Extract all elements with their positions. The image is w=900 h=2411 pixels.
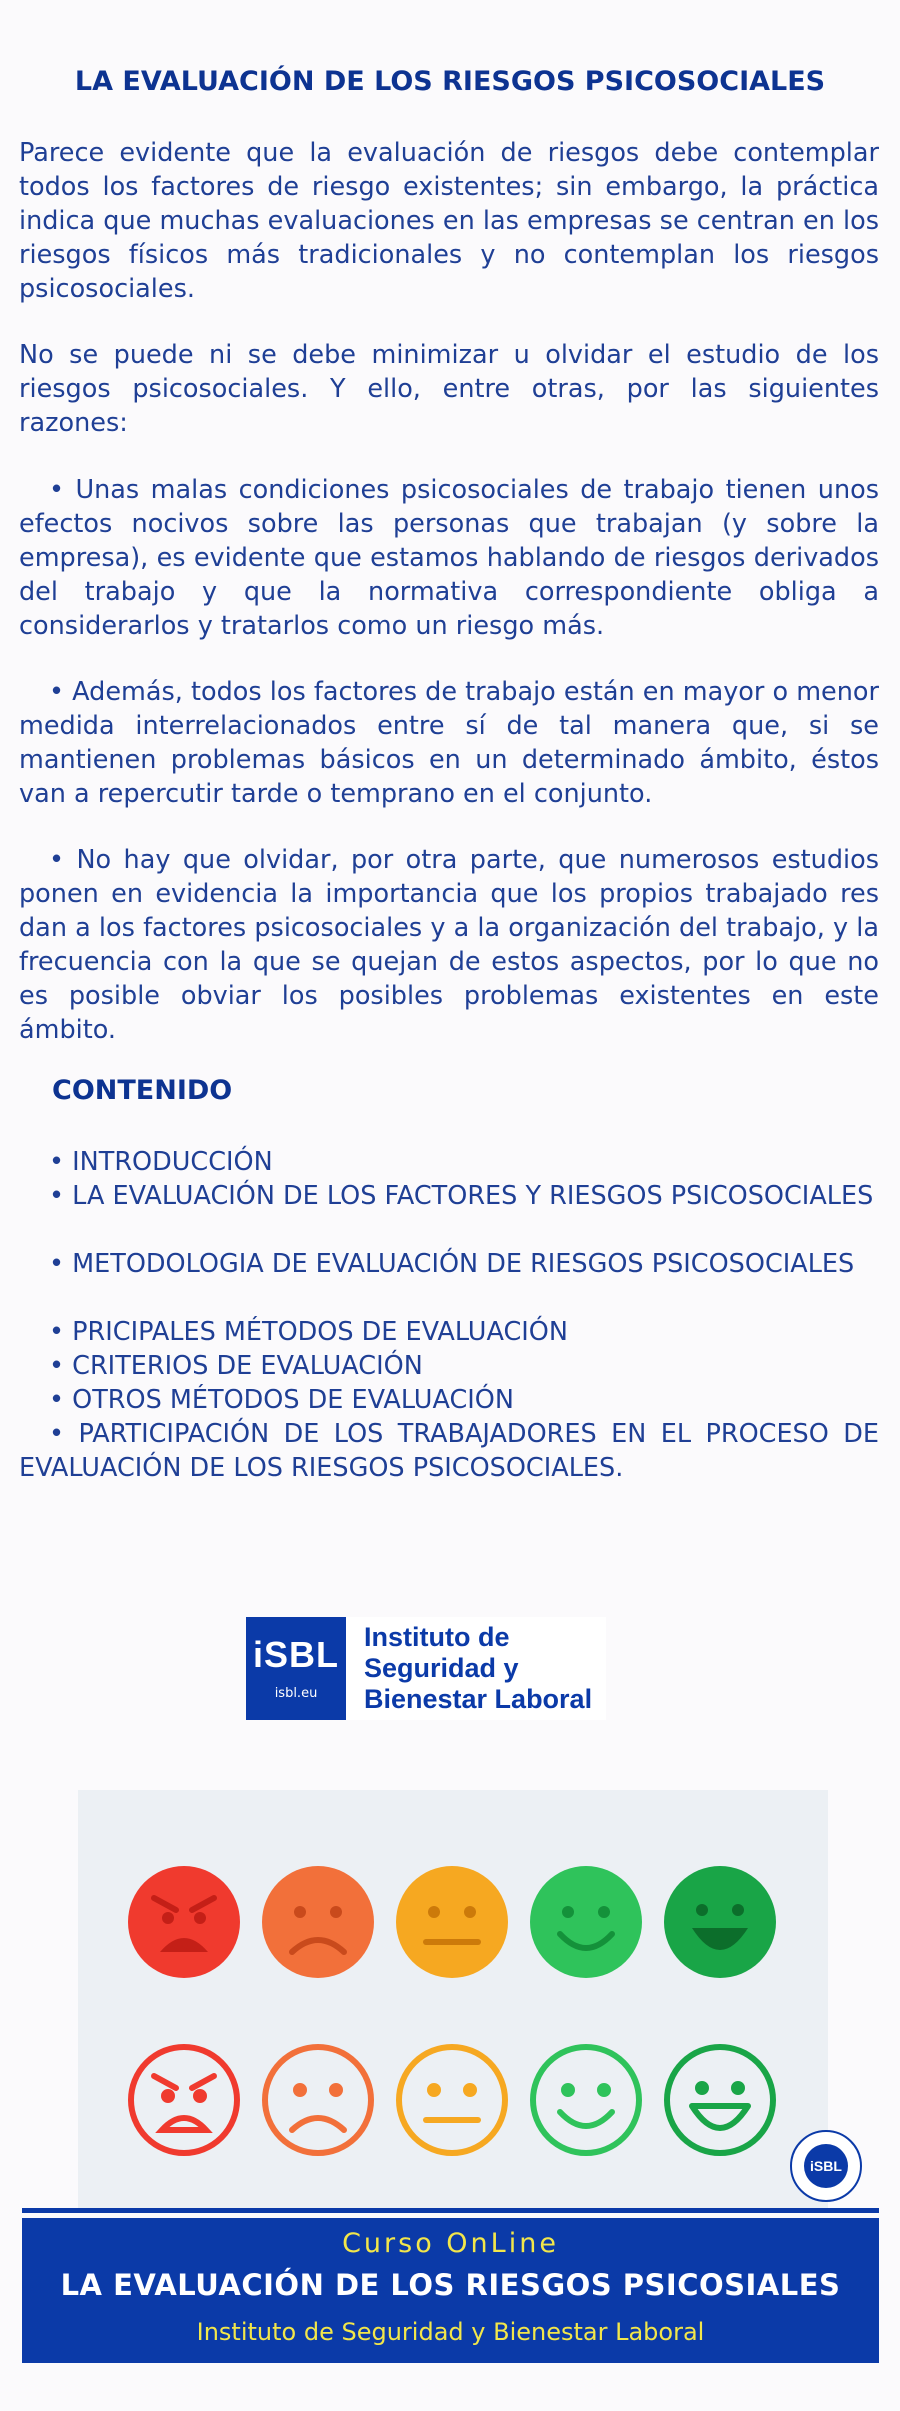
logo-wordmark — [364, 1622, 592, 1715]
smile-face-filled-icon — [530, 1866, 642, 1978]
banner-course-type: Curso OnLine — [342, 2228, 559, 2259]
logo-line: Instituto de — [364, 1622, 510, 1652]
logo-badge — [246, 1617, 346, 1720]
logo-website: isbl.eu — [274, 1686, 318, 1701]
logo-brand: iSBL — [252, 1634, 339, 1675]
angry-face-filled-icon — [128, 1866, 240, 1978]
toc-item: • PRICIPALES MÉTODOS DE EVALUACIÓN — [49, 1317, 568, 1347]
toc-item: • INTRODUCCIÓN — [49, 1147, 273, 1177]
toc-item: • CRITERIOS DE EVALUACIÓN — [49, 1351, 423, 1381]
isbl-logo — [246, 1617, 606, 1720]
neutral-face-filled-icon — [396, 1866, 508, 1978]
intro-paragraph-1: Parece evidente que la evaluación de riesgos debe contemplar todos los factores de riesgo existentes; sin embargo, la práctica indica que muchas evaluaciones en las empresas se centran en los riesgos físicos más tradicionales y no contemplan los riesgos psicosociales. — [19, 138, 879, 304]
faces-svg — [78, 1790, 828, 2208]
neutral-face-outline-icon — [399, 2047, 505, 2153]
toc-item: • METODOLOGIA DE EVALUACIÓN DE RIESGOS PSICOSOCIALES — [49, 1249, 855, 1279]
reason-item: • No hay que olvidar, por otra parte, que numerosos estudios ponen en evidencia la importancia que los propios trabajado res dan a los factores psicosociales y a la organización del trabajo, y la frecuencia con la que se quejan de estos aspectos, por lo que no es posible obviar los posibles problemas existentes en este ámbito. — [19, 845, 879, 1045]
banner-institution: Instituto de Seguridad y Bienestar Laboral — [196, 2318, 705, 2346]
course-banner — [22, 2218, 879, 2363]
toc-item: • PARTICIPACIÓN DE LOS TRABAJADORES EN EL PROCESO DE EVALUACIÓN DE LOS RIESGOS PSICOSOCIALES. — [19, 1419, 879, 1483]
emotion-faces-illustration — [78, 1790, 828, 2208]
intro-paragraph-2: No se puede ni se debe minimizar u olvidar el estudio de los riesgos psicosociales. Y ello, entre otras, por las siguientes razones: — [19, 340, 879, 438]
reason-item: • Además, todos los factores de trabajo están en mayor o menor medida interrelacionados entre sí de tal manera que, si se mantienen problemas básicos en un determinado ámbito, éstos van a repercutir tarde o temprano en el conjunto. — [19, 677, 879, 809]
happy-face-outline-icon — [667, 2047, 773, 2153]
isbl-seal-icon — [790, 2130, 862, 2202]
sad-face-outline-icon — [265, 2047, 371, 2153]
happy-face-filled-icon — [664, 1866, 776, 1978]
contents-heading: CONTENIDO — [52, 1075, 233, 1106]
smile-face-outline-icon — [533, 2047, 639, 2153]
toc-item: • OTROS MÉTODOS DE EVALUACIÓN — [49, 1385, 514, 1415]
logo-line: Bienestar Laboral — [364, 1684, 593, 1714]
sad-face-filled-icon — [262, 1866, 374, 1978]
angry-face-outline-icon — [131, 2047, 237, 2153]
banner-divider — [22, 2208, 879, 2213]
toc-item: • LA EVALUACIÓN DE LOS FACTORES Y RIESGOS PSICOSOCIALES — [49, 1181, 874, 1211]
seal-brand: iSBL — [804, 2144, 848, 2188]
logo-line: Seguridad y — [364, 1653, 519, 1683]
page-title: LA EVALUACIÓN DE LOS RIESGOS PSICOSOCIALES — [74, 66, 826, 97]
banner-course-title: LA EVALUACIÓN DE LOS RIESGOS PSICOSIALES — [60, 2268, 841, 2302]
reason-item: • Unas malas condiciones psicosociales de trabajo tienen unos efectos nocivos sobre las personas que trabajan (y sobre la empresa), es evidente que estamos hablando de riesgos derivados del trabajo y que la normativa correspondiente obliga a considerarlos y tratarlos como un riesgo más. — [19, 475, 879, 641]
